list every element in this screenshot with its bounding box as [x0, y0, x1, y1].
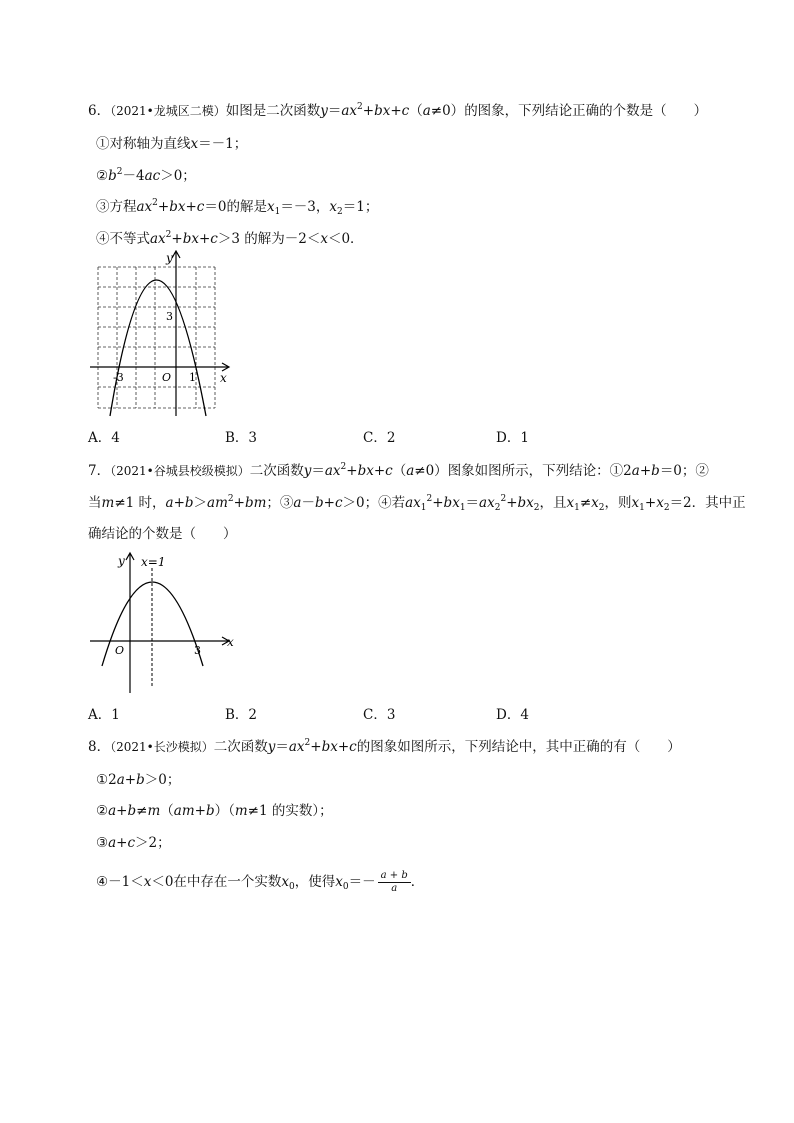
q6-option-b[interactable]: B．3 — [225, 430, 258, 446]
q6-y-label: y — [166, 251, 173, 265]
q6-x-label: x — [220, 371, 227, 385]
q7-axes — [90, 553, 229, 693]
q7-origin-label: O — [115, 644, 125, 657]
q6-tick-left: -3 — [113, 371, 124, 384]
q6-stem: 6．（2021•龙城区二模）如图是二次函数$y=ax^2+bx+c(a\ne 0)$的图象，下列结论正确的个数是（ ） — [88, 102, 708, 119]
q7-option-d[interactable]: D．4 — [496, 707, 529, 723]
q8-statement-1: ①2a+b＞0； — [96, 772, 181, 788]
q6-tick-right: 1 — [189, 371, 196, 384]
q7-stem-line-3: 确结论的个数是（ ） — [88, 526, 237, 542]
q7-option-b[interactable]: B．2 — [225, 707, 258, 723]
q7-stem-line-1: 7．（2021•谷城县校级模拟）二次函数$y=ax^2+bx+c(a\ne 0)$图象如图所示，下列结论：①2a+b＝0；② — [88, 462, 709, 479]
q6-statement-4: ④不等式$ax^2+bx+c>3$ 的解为－2＜x＜0． — [96, 230, 364, 247]
q6-statement-2: $②b^2-4ac>0$； — [96, 167, 196, 184]
q6-parabola-figure — [88, 250, 238, 418]
q7-source: （2021•谷城县校级模拟） — [110, 464, 250, 478]
q7-x-label: x — [227, 635, 234, 649]
q7-parabola-figure — [88, 550, 238, 695]
q8-statement-3: ③a+c＞2； — [96, 835, 171, 851]
q7-option-a[interactable]: A．1 — [88, 707, 120, 723]
q8-stem: 8．（2021•长沙模拟）二次函数$y=ax^2+bx+c$的图象如图所示，下列结论中，其中正确的有（ ） — [88, 738, 681, 755]
q7-stem-line-2: 当m≠1 时，$a+b>am^2+bm$；③a－b+c＞0；④若$ax_1^2+bx_1=ax_2^2+bx_2$，且$x_1\ne x_2$，则$x_1+x_2=2$．其中正 — [88, 494, 746, 513]
q7-axis-label: x=1 — [141, 555, 166, 569]
q7-tick-right: 3 — [194, 644, 201, 657]
q8-source: （2021•长沙模拟） — [110, 740, 214, 754]
q6-statement-1: ①对称轴为直线x＝－1； — [96, 136, 248, 152]
q6-option-d[interactable]: D．1 — [496, 430, 529, 446]
q6-axes — [90, 251, 229, 416]
q6-option-a[interactable]: A．4 — [88, 430, 120, 446]
q8-statement-4: ④－1＜x＜0在中存在一个实数$x_0$，使得$x_0=-$ $\frac{a + b}{a}$ ． — [96, 870, 425, 894]
q8-statement-2: ②a+b≠m（am+b）（m≠1 的实数）； — [96, 803, 333, 819]
q6-option-c[interactable]: C．2 — [363, 430, 396, 446]
q6-origin-label: O — [162, 371, 172, 384]
q7-y-label: y — [118, 554, 125, 568]
q6-tick-y: 3 — [166, 310, 173, 323]
q8-fraction: $\frac{a + b}{a}$ — [378, 870, 411, 895]
q7-option-c[interactable]: C．3 — [363, 707, 396, 723]
q6-source: （2021•龙城区二模） — [110, 104, 226, 118]
q6-statement-3: ③方程$ax^2+bx+c=0$的解是$x_1=-3$，$x_2=1$； — [96, 198, 379, 217]
q6-parabola-curve — [110, 280, 206, 416]
